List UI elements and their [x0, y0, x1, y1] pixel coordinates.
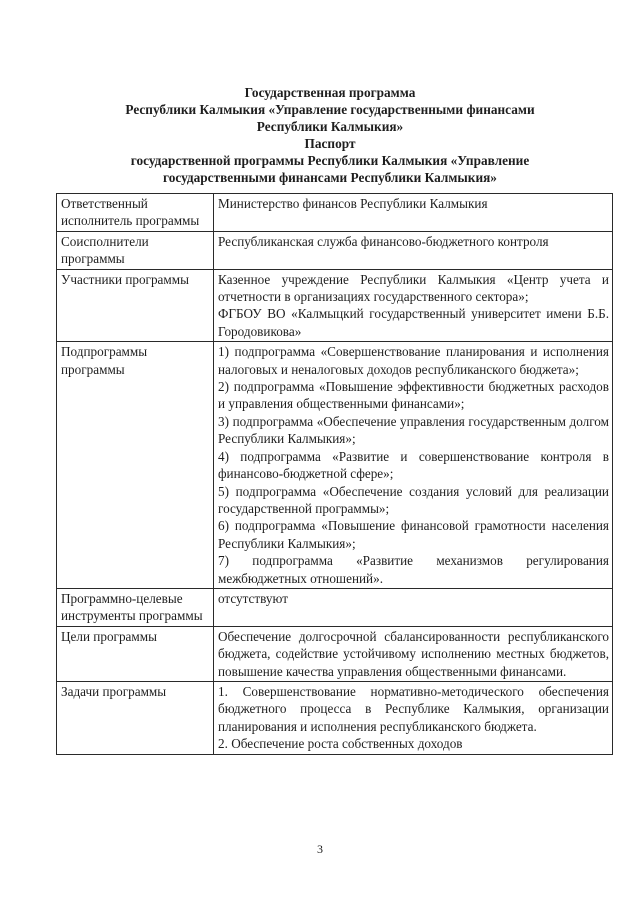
table-row — [57, 269, 613, 342]
value-paragraph: Министерство финансов Республики Калмыкия — [218, 196, 488, 211]
heading-line: государственными финансами Республики Калмыкия» — [163, 170, 497, 185]
value-paragraph: 7) подпрограмма «Развитие механизмов регулирования межбюджетных отношений». — [218, 553, 609, 586]
table-row — [57, 342, 613, 589]
heading-line: Государственная программа — [244, 85, 416, 100]
passport-table — [56, 193, 613, 755]
value-paragraph: ФГБОУ ВО «Калмыцкий государственный университет имени Б.Б. Городовикова» — [218, 306, 609, 339]
row-value — [214, 588, 613, 626]
value-paragraph: 3) подпрограмма «Обеспечение управления государственным долгом Республики Калмыкия»; — [218, 413, 609, 447]
row-value — [214, 194, 613, 232]
value-paragraph: отсутствуют — [218, 590, 288, 606]
row-label: Программно-целевые инструменты программы — [57, 588, 214, 626]
row-label: Подпрограммы программы — [57, 342, 214, 589]
table-row — [57, 681, 613, 754]
row-label: Соисполнители программы — [57, 231, 214, 269]
heading-line: Паспорт — [304, 136, 356, 151]
value-paragraph: Казенное учреждение Республики Калмыкия «Центр учета и отчетности в организациях государственного сектора»; — [218, 271, 609, 305]
value-paragraph: 6) подпрограмма «Повышение финансовой грамотности населения Республики Калмыкия»; — [218, 518, 609, 551]
row-value — [214, 342, 613, 589]
row-label: Участники программы — [57, 269, 214, 342]
table-row — [57, 588, 613, 626]
table-row — [57, 231, 613, 269]
page-number: 3 — [317, 842, 323, 856]
row-value — [214, 231, 613, 269]
row-value — [214, 626, 613, 681]
document-heading — [40, 84, 620, 186]
table-row — [57, 194, 613, 232]
heading-line: государственной программы Республики Калмыкия «Управление — [130, 153, 530, 168]
value-paragraph: Республиканская служба финансово-бюджетного контроля — [218, 233, 549, 249]
row-label: Задачи программы — [57, 681, 214, 754]
value-paragraph: 2) подпрограмма «Повышение эффективности бюджетных расходов и управления общественными финансами»; — [218, 379, 609, 412]
value-paragraph: 2. Обеспечение роста собственных доходов — [218, 736, 463, 752]
value-paragraph: 1. Совершенствование нормативно-методического обеспечения бюджетного процесса в Республике Калмыкия, организации планирования и исполнения республиканского бюджета. — [218, 683, 609, 734]
heading-line: Республики Калмыкия» — [256, 119, 404, 134]
heading-line: Республики Калмыкия «Управление государственными финансами — [125, 102, 535, 117]
value-paragraph: Обеспечение долгосрочной сбалансированности республиканского бюджета, содействие устойчивому исполнению местных бюджетов, повышение качества управления общественными финансами. — [218, 628, 609, 679]
row-label: Ответственный исполнитель программы — [57, 194, 214, 232]
value-paragraph: 1) подпрограмма «Совершенствование планирования и исполнения налоговых и неналоговых доходов республиканского бюджета»; — [218, 344, 609, 377]
value-paragraph: 5) подпрограмма «Обеспечение создания условий для реализации государственной программы»; — [218, 483, 609, 516]
row-label: Цели программы — [57, 626, 214, 681]
row-value — [214, 681, 613, 754]
table-row — [57, 626, 613, 681]
row-value — [214, 269, 613, 342]
value-paragraph: 4) подпрограмма «Развитие и совершенствование контроля в финансово-бюджетной сфере»; — [218, 448, 609, 482]
